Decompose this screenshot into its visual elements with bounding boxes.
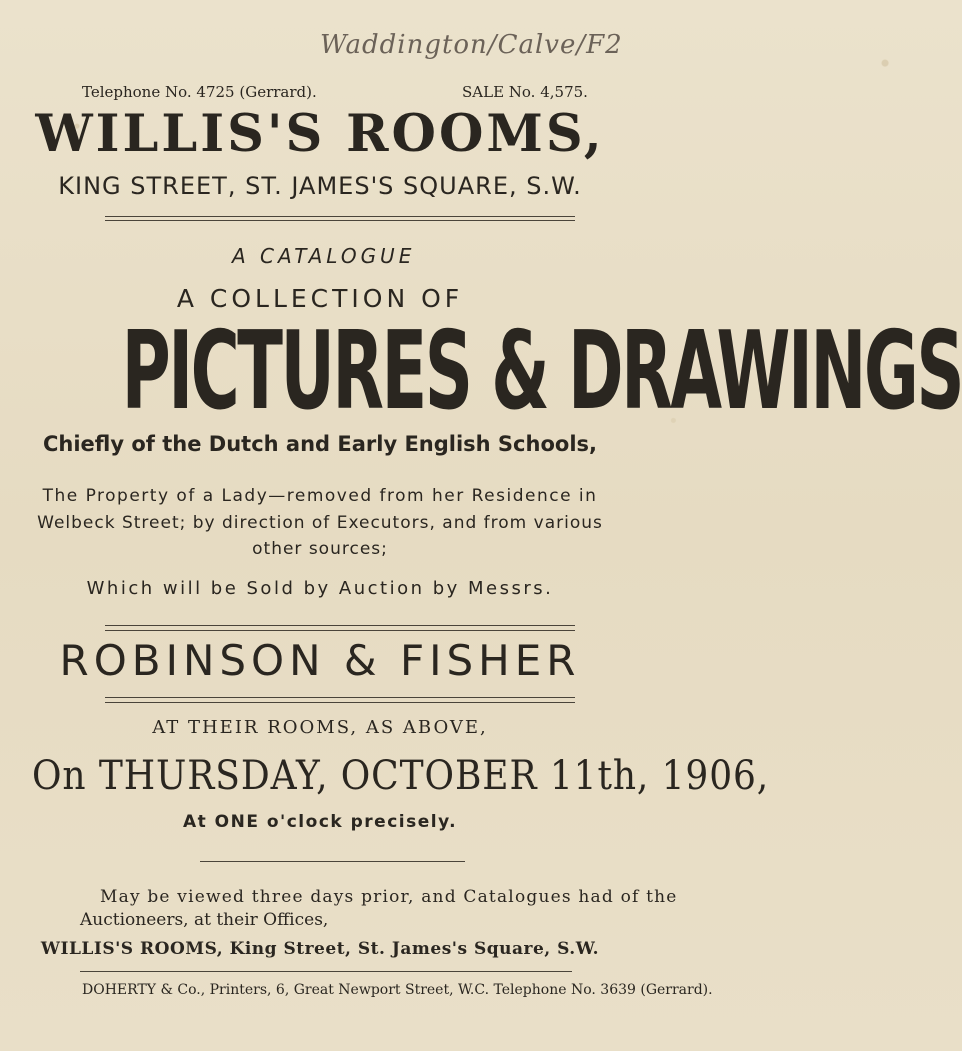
auctioneer-name: ROBINSON & FISHER [59,636,581,685]
printer-imprint: DOHERTY & Co., Printers, 6, Great Newport Street, W.C. Telephone No. 3639 (Gerrard). [82,982,713,998]
subtitle: Chiefly of the Dutch and Early English Schools, [43,432,597,456]
divider-top [105,216,575,221]
divider-footer [80,971,572,972]
viewing-address: WILLIS'S ROOMS, King Street, St. James's Square, S.W. [40,939,600,959]
provenance-line-2: Welbeck Street; by direction of Executors, and from various [37,513,603,533]
provenance-line-1: The Property of a Lady—removed from her Residence in [42,486,598,506]
handwritten-annotation: Waddington/Calve/F2 [320,30,623,60]
a-catalogue-heading: A CATALOGUE [232,244,416,268]
sale-time: At ONE o'clock precisely. [182,812,458,832]
provenance-line-3: other sources; [252,539,388,559]
telephone-number: Telephone No. 4725 (Gerrard). [82,83,317,101]
venue-address: KING STREET, ST. JAMES'S SQUARE, S.W. [58,172,582,200]
viewing-line-1: May be viewed three days prior, and Catalogues had of the [100,887,678,907]
divider-short [200,861,465,862]
a-collection-of-heading: A COLLECTION OF [176,284,464,313]
sale-date: On THURSDAY, OCTOBER 11th, 1906, [32,753,770,799]
divider-auctioneer-bottom [105,697,575,703]
main-title: PICTURES & DRAWINGS [121,309,962,434]
sale-number: SALE No. 4,575. [462,83,588,101]
location-line: AT THEIR ROOMS, AS ABOVE, [152,717,488,738]
sold-by-line: Which will be Sold by Auction by Messrs. [86,578,554,599]
venue-title: WILLIS'S ROOMS, [35,104,605,164]
divider-auctioneer-top [105,625,575,631]
viewing-line-2: Auctioneers, at their Offices, [80,910,329,930]
